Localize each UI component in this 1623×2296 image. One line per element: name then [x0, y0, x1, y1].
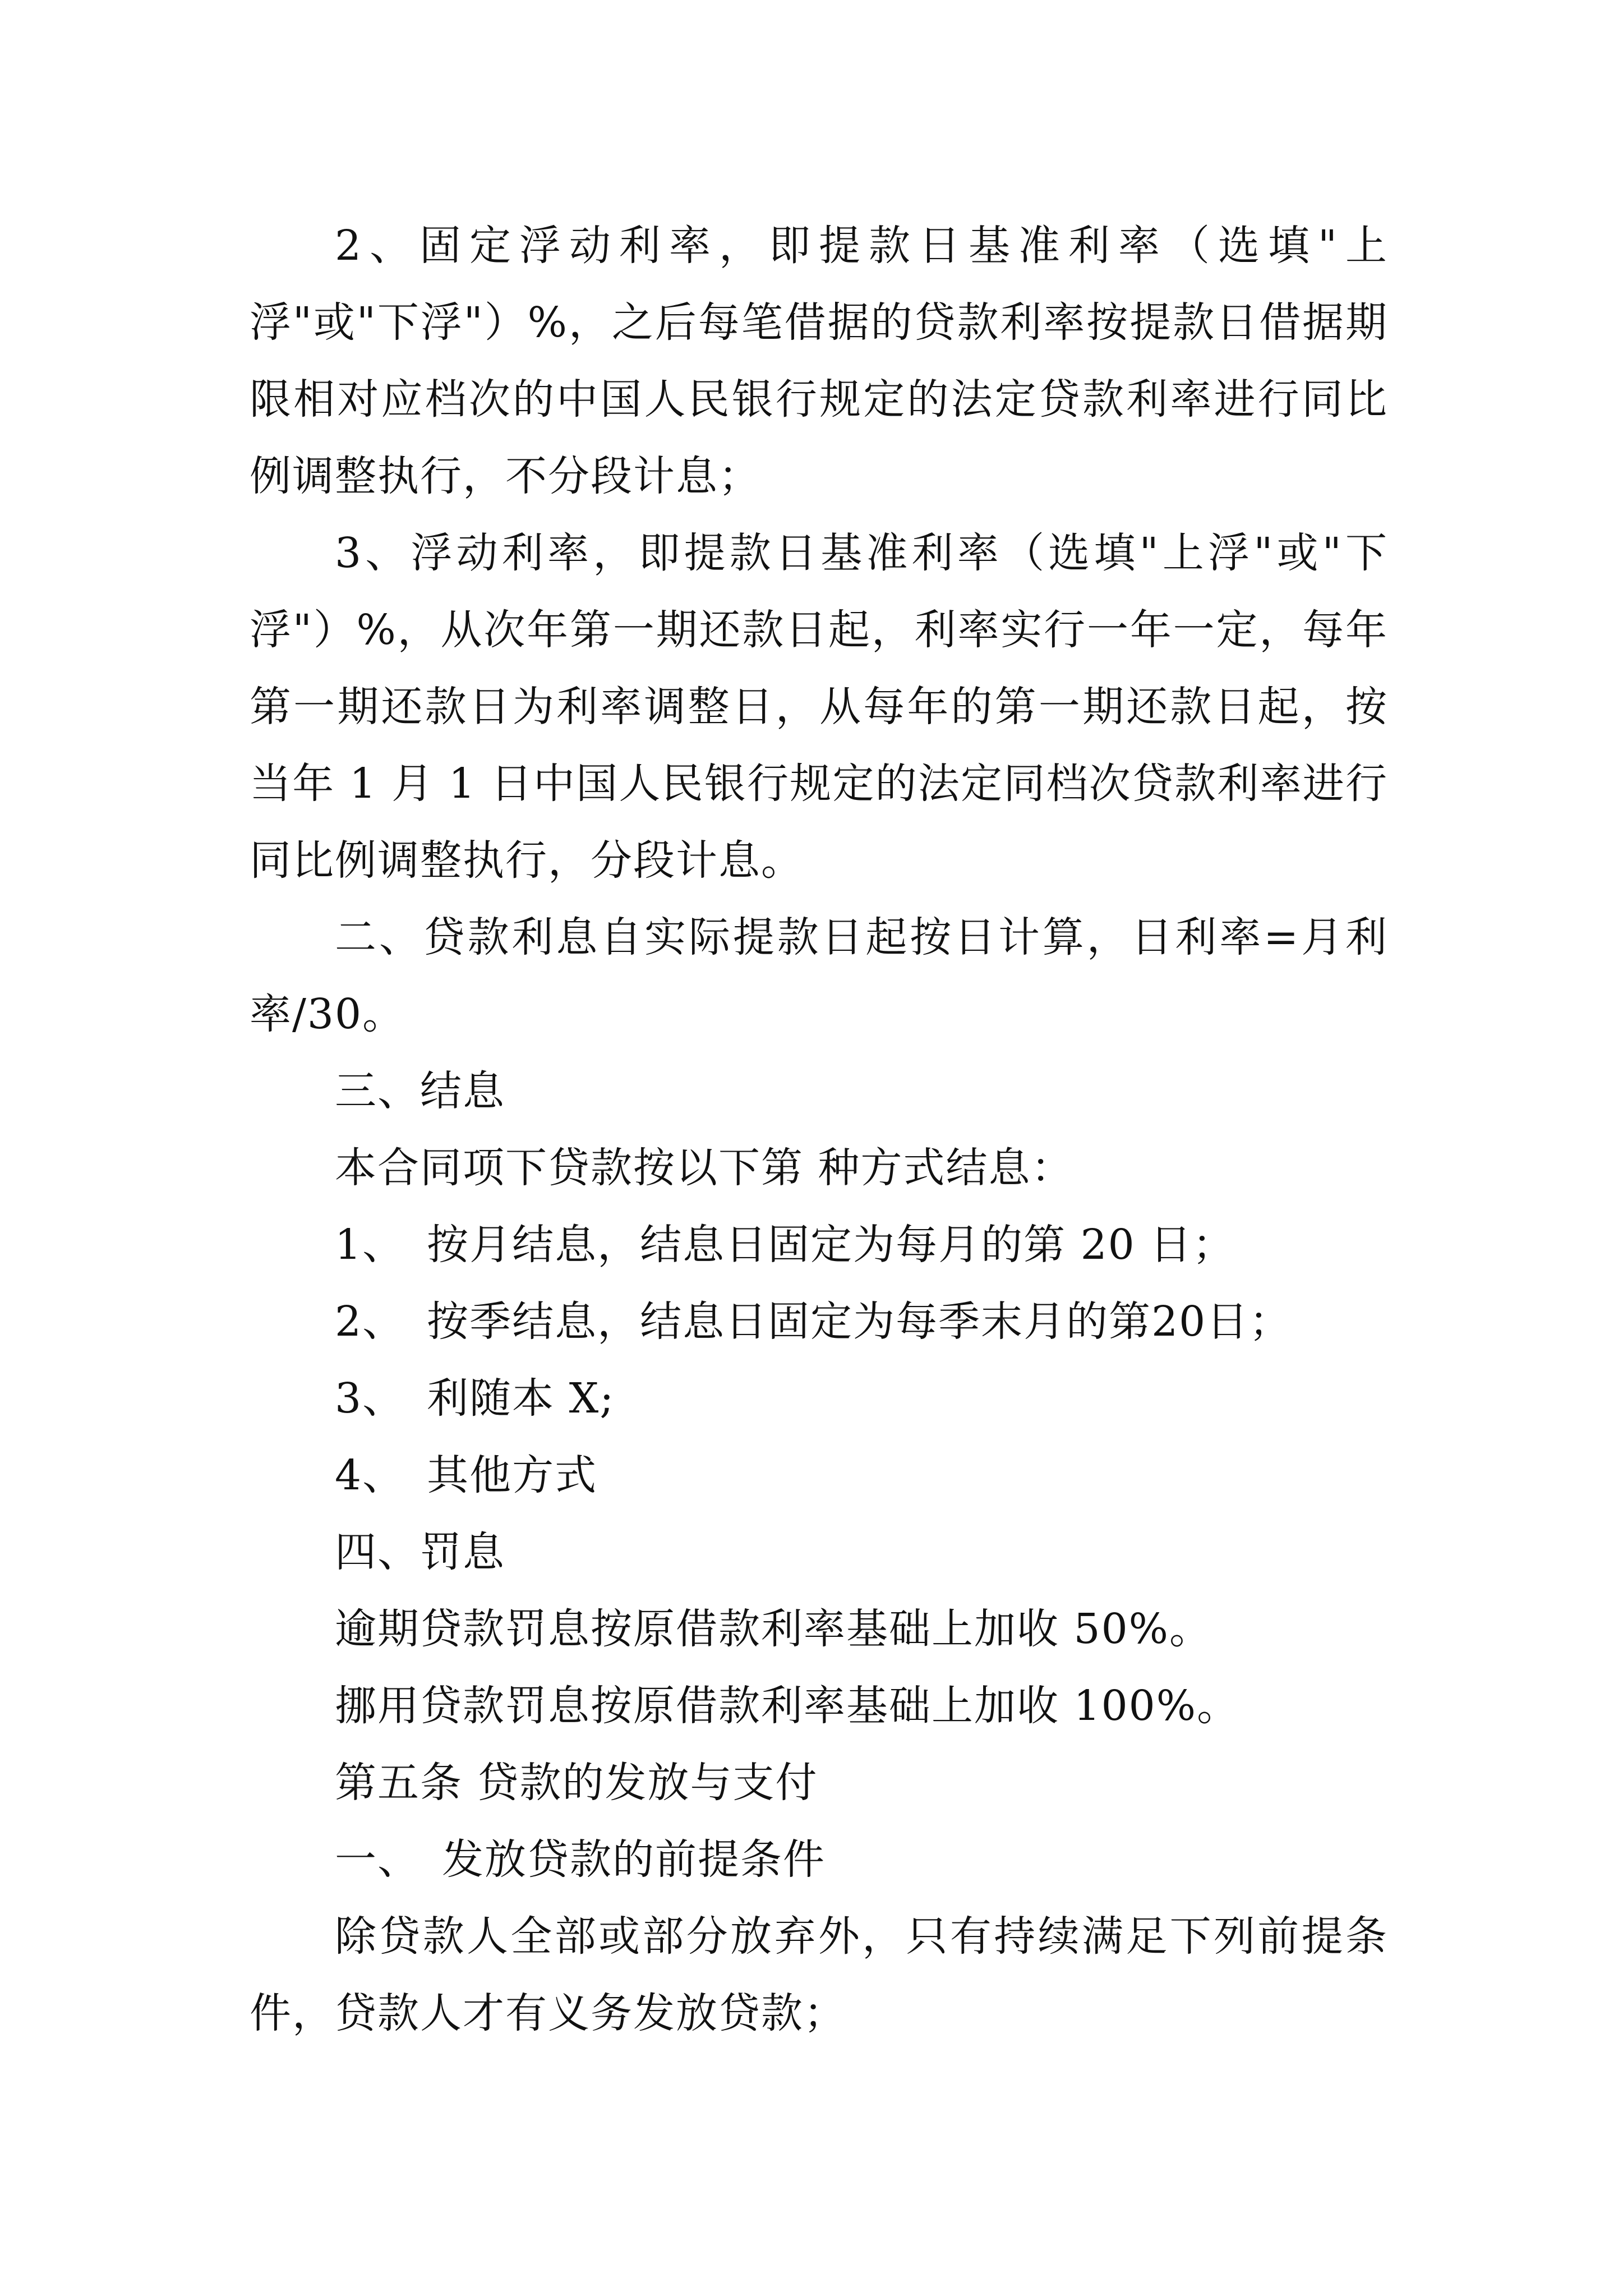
- paragraph-lender-obligation: 除贷款人全部或部分放弃外，只有持续满足下列前提条件，贷款人才有义务发放贷款；: [250, 1912, 1388, 2037]
- paragraph-misuse-penalty: 挪用贷款罚息按原借款利率基础上加收 100%。: [335, 1682, 1240, 1730]
- heading-interest-settlement: 三、结息: [335, 1067, 505, 1115]
- heading-penalty-interest: 四、罚息: [335, 1528, 505, 1576]
- paragraph-overdue-penalty: 逾期贷款罚息按原借款利率基础上加收 50%。: [335, 1605, 1212, 1653]
- document-body: [250, 208, 1388, 2052]
- heading-article-five: 第五条 贷款的发放与支付: [335, 1759, 818, 1807]
- paragraph-floating-rate: 3、浮动利率，即提款日基准利率（选填"上浮"或"下浮"）%，从次年第一期还款日起，利率实行一年一定，每年第一期还款日为利率调整日，从每年的第一期还款日起，按当年 1 月 1 日中国人民银行规定的法定同档次贷款利率进行同比例调整执行，分段计息。: [250, 529, 1388, 885]
- paragraph-fixed-floating-rate: 2、固定浮动利率，即提款日基准利率（选填"上浮"或"下浮"）%，之后每笔借据的贷款利率按提款日借据期限相对应档次的中国人民银行规定的法定贷款利率进行同比例调整执行，不分段计息；: [250, 222, 1388, 500]
- list-item-other-method: 4、 其他方式: [335, 1451, 598, 1499]
- list-item-monthly-settlement: 1、 按月结息，结息日固定为每月的第 20 日；: [335, 1221, 1235, 1269]
- list-item-interest-with-principal: 3、 利随本 X;: [335, 1374, 615, 1423]
- list-item-quarterly-settlement: 2、 按季结息，结息日固定为每季末月的第20日；: [335, 1297, 1292, 1346]
- paragraph-interest-calculation: 二、贷款利息自实际提款日起按日计算，日利率=月利率/30。: [250, 913, 1388, 1038]
- heading-loan-conditions: 一、 发放贷款的前提条件: [335, 1835, 826, 1884]
- paragraph-settlement-method: 本合同项下贷款按以下第 种方式结息：: [335, 1144, 1074, 1192]
